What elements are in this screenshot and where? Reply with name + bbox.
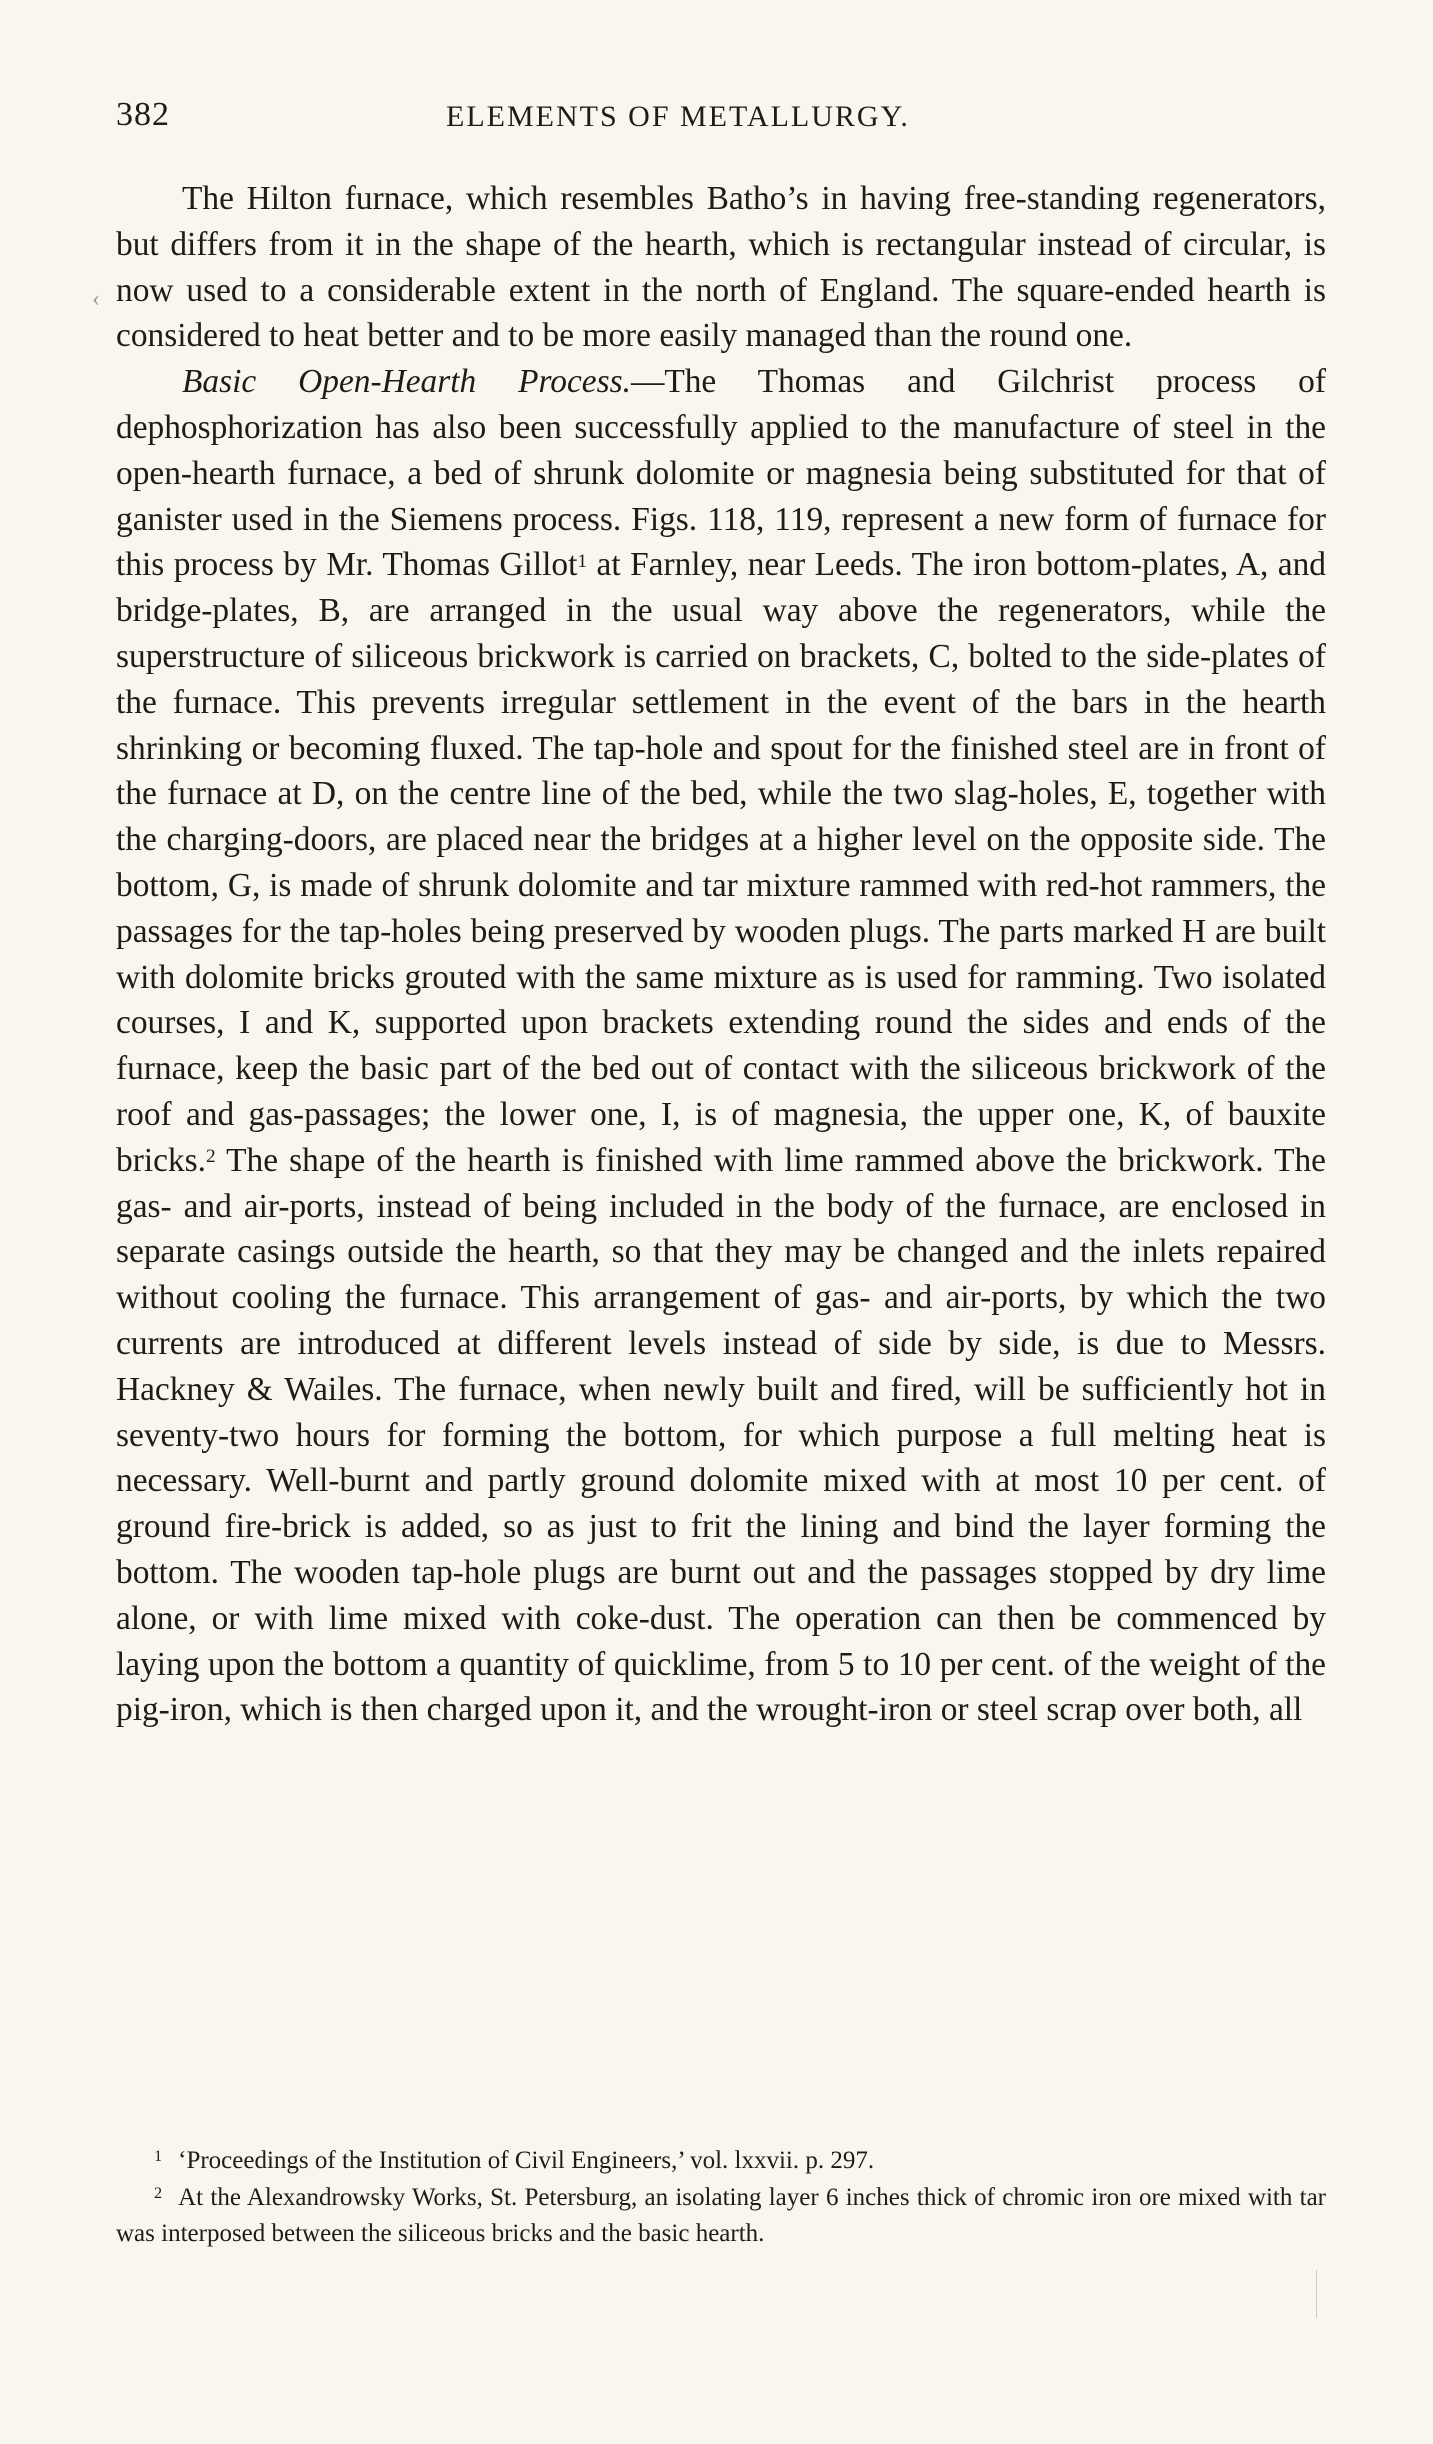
paragraph-basic-open-hearth [116, 359, 1326, 1733]
paragraph-text-part-3: The shape of the hearth is finished with lime rammed above the brickwork. The gas- and air-ports, instead of being included in the body of the furnace, are enclosed in separate casings outside the hearth, so that they may be changed and the inlets repaired without cooling the furnace. This arrangement of gas- and air-ports, by which the two currents are introduced at different levels instead of side by side, is due to Messrs. Hackney & Wailes. The furnace, when newly built and fired, will be sufficiently hot in seventy-two hours for forming the bottom, for which purpose a full melting heat is necessary. Well-burnt and partly ground dolomite mixed with at most 10 per cent. of ground fire-brick is added, so as just to frit the lining and bind the layer forming the bottom. The wooden tap-hole plugs are burnt out and the passages stopped by dry lime alone, or with lime mixed with coke-dust. The operation can then be commenced by laying upon the bottom a quantity of quicklime, from 5 to 10 per cent. of the weight of the pig-iron, which is then charged upon it, and the wrought-iron or steel scrap over both, all [116, 1141, 1326, 1729]
footnote-reference-2[interactable]: 2 [205, 1146, 216, 1168]
footnote-text-2: At the Alexandrowsky Works, St. Petersburg, an isolating layer 6 inches thick of chromic iron ore mixed with tar was interposed between the siliceous bricks and the basic hearth. [116, 2183, 1326, 2247]
running-head: ELEMENTS OF METALLURGY. [446, 100, 910, 133]
section-heading: Basic Open-Hearth Process. [182, 363, 631, 401]
page-number: 382 [116, 96, 170, 133]
footnotes [116, 2144, 1326, 2251]
footnote-marker-2: 2 [154, 2183, 163, 2202]
footnote-reference-1[interactable]: 1 [577, 550, 588, 572]
margin-line [1316, 2270, 1317, 2318]
paragraph-text-part-1: —The Thomas and Gilchrist process of dephosphorization has also been successfully applied to the manufacture of steel in the open-hearth furnace, a bed of shrunk dolomite or magnesia being substituted for that of ganister used in the Siemens process. Figs. 118, 119, represent a new form of furnace for this process by Mr. Thomas Gillot [116, 363, 1326, 584]
page-header [116, 96, 1326, 146]
margin-mark: ‹ [92, 286, 100, 312]
paragraph-text-part-2: at Farnley, near Leeds. The iron bottom-plates, A, and bridge-plates, B, are arranged in the usual way above the regenerators, while the superstructure of siliceous brickwork is carried on brackets, C, bolted to the side-plates of the furnace. This prevents irregular settlement in the event of the bars in the hearth shrinking or becoming fluxed. The tap-hole and spout for the finished steel are in front of the furnace at D, on the centre line of the bed, while the two slag-holes, E, together with the charging-doors, are placed near the bridges at a higher level on the opposite side. The bottom, G, is made of shrunk dolomite and tar mixture rammed with red-hot rammers, the passages for the tap-holes being preserved by wooden plugs. The parts marked H are built with dolomite bricks grouted with the same mixture as is used for ramming. Two isolated courses, I and K, supported upon brackets extending round the sides and ends of the furnace, keep the basic part of the bed out of contact with the siliceous brickwork of the roof and gas-passages; the lower one, I, is of magnesia, the upper one, K, of bauxite bricks. [116, 546, 1326, 1179]
footnote-2 [116, 2181, 1326, 2251]
main-text [116, 176, 1326, 1733]
paragraph-hilton-furnace: The Hilton furnace, which resembles Batho’s in having free-standing regenerators, but differs from it in the shape of the hearth, which is rectangular instead of circular, is now used to a considerable extent in the north of England. The square-ended hearth is considered to heat better and to be more easily managed than the round one. [116, 180, 1326, 355]
footnote-marker-1: 1 [154, 2147, 163, 2166]
footnote-1 [116, 2144, 1326, 2181]
footnote-text-1: ‘Proceedings of the Institution of Civil Engineers,’ vol. lxxvii. p. 297. [178, 2147, 875, 2174]
